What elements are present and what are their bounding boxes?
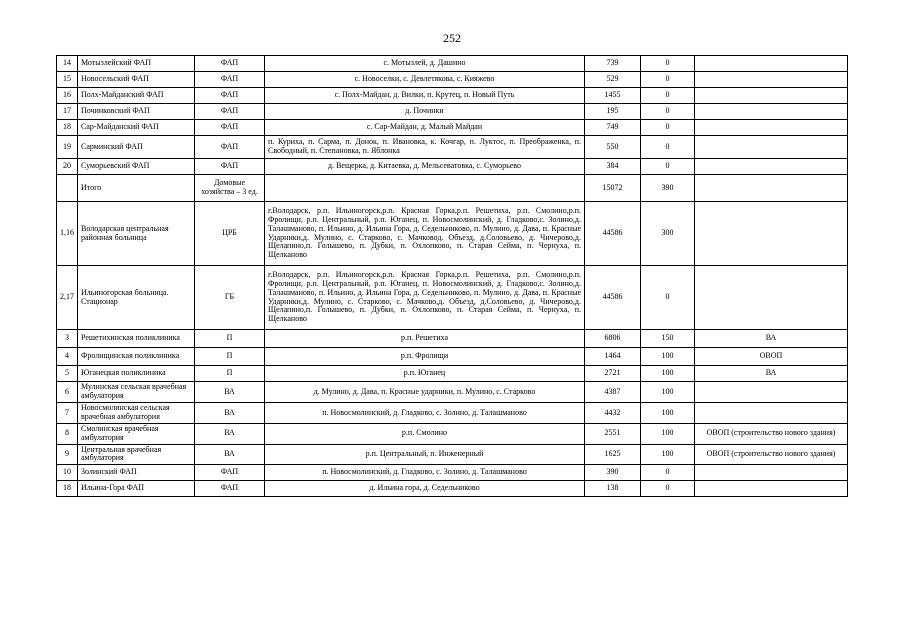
served-localities-cell: с. Сар-Майдан, д. Малый Майдан xyxy=(265,120,585,136)
population-cell: 44586 xyxy=(585,202,641,266)
facility-type-cell: Домовые хозяйства – 3 ед. xyxy=(195,175,265,202)
facility-name-cell: Суморьевский ФАП xyxy=(78,159,195,175)
count-value-cell: 0 xyxy=(641,159,695,175)
facility-name-cell: Володарская центральная районная больница xyxy=(78,202,195,266)
facility-name-cell: Итого xyxy=(78,175,195,202)
facility-type-cell: ФАП xyxy=(195,136,265,159)
count-value-cell: 0 xyxy=(641,120,695,136)
population-cell: 1464 xyxy=(585,348,641,366)
count-value-cell: 0 xyxy=(641,72,695,88)
facility-name-cell: Сар-Майданский ФАП xyxy=(78,120,195,136)
facility-name-cell: Фролищинская поликлиника xyxy=(78,348,195,366)
row-number-cell: 16 xyxy=(57,88,78,104)
facilities-table xyxy=(56,55,848,497)
note-cell xyxy=(695,382,848,403)
facility-name-cell: Ильина-Гора ФАП xyxy=(78,481,195,497)
row-number-cell: 14 xyxy=(57,56,78,72)
note-cell xyxy=(695,88,848,104)
table-row xyxy=(57,266,848,330)
note-cell: ОВОП (строительство нового здания) xyxy=(695,424,848,445)
count-value-cell: 0 xyxy=(641,136,695,159)
facility-type-cell: ГБ xyxy=(195,266,265,330)
count-value-cell: 100 xyxy=(641,382,695,403)
served-localities-cell: п. Новосмолинский, д. Гладково, с. Золино, д. Талашманово xyxy=(265,465,585,481)
population-cell: 1625 xyxy=(585,444,641,465)
note-cell xyxy=(695,175,848,202)
table-row xyxy=(57,403,848,424)
row-number-cell: 19 xyxy=(57,136,78,159)
note-cell xyxy=(695,56,848,72)
note-cell: ОВОП (строительство нового здания) xyxy=(695,444,848,465)
row-number-cell: 18 xyxy=(57,481,78,497)
note-cell xyxy=(695,104,848,120)
table-row xyxy=(57,88,848,104)
count-value-cell: 0 xyxy=(641,465,695,481)
note-cell xyxy=(695,202,848,266)
row-number-cell: 17 xyxy=(57,104,78,120)
row-number-cell: 2,17 xyxy=(57,266,78,330)
facility-type-cell: ФАП xyxy=(195,56,265,72)
row-number-cell: 5 xyxy=(57,366,78,382)
count-value-cell: 100 xyxy=(641,403,695,424)
table-row xyxy=(57,159,848,175)
facility-type-cell: ФАП xyxy=(195,465,265,481)
served-localities-cell: с. Мотызлей, д. Дашино xyxy=(265,56,585,72)
population-cell: 138 xyxy=(585,481,641,497)
facility-type-cell: П xyxy=(195,330,265,348)
population-cell: 4432 xyxy=(585,403,641,424)
row-number-cell xyxy=(57,175,78,202)
count-value-cell: 0 xyxy=(641,481,695,497)
facility-type-cell: ВА xyxy=(195,424,265,445)
served-localities-cell: р.п. Фролищи xyxy=(265,348,585,366)
population-cell: 739 xyxy=(585,56,641,72)
served-localities-cell: р.п. Смолино xyxy=(265,424,585,445)
row-number-cell: 10 xyxy=(57,465,78,481)
table-row xyxy=(57,465,848,481)
count-value-cell: 390 xyxy=(641,175,695,202)
facility-name-cell: Смолинская врачебная амбулатория xyxy=(78,424,195,445)
row-number-cell: 18 xyxy=(57,120,78,136)
population-cell: 44586 xyxy=(585,266,641,330)
table-row xyxy=(57,120,848,136)
served-localities-cell: д. Ильина гора, д. Седельниково xyxy=(265,481,585,497)
population-cell: 195 xyxy=(585,104,641,120)
count-value-cell: 0 xyxy=(641,266,695,330)
count-value-cell: 150 xyxy=(641,330,695,348)
served-localities-cell: п. Куриха, п. Сарма, п. Донок, п. Ивановка, к. Кочгар, п. Луктос, п. Преображенка, п. Свободный, п. Степановка, п. Яблонка xyxy=(265,136,585,159)
served-localities-cell xyxy=(265,175,585,202)
served-localities-cell: г.Володарск, р.п. Ильиногорск,р.п. Красная Горка,р.п. Решетиха, р.п. Смолино,р.п. Фролищи, р.п. Центральный, р.п. Юганец, п. Новосмолинский, д. Гладково,с. Золино,д. Талашманово, п. Ильино, д. Ильина Гора, д. Седельниково, п. Мулино, д. Дава, п. Красные Ударники,д. Мулино, с. Старково, с. Мачково,д. Объезд, д.Соловьево, д. Чичерово,д. Щелапино,п. Голышево, п. Дубки, п. Охлопково, п. Старая Сейма, п. Чернуха, п. Щелканово xyxy=(265,266,585,330)
population-cell: 2721 xyxy=(585,366,641,382)
row-number-cell: 3 xyxy=(57,330,78,348)
facility-name-cell: Золинский ФАП xyxy=(78,465,195,481)
count-value-cell: 100 xyxy=(641,366,695,382)
population-cell: 390 xyxy=(585,465,641,481)
count-value-cell: 100 xyxy=(641,424,695,445)
facility-name-cell: Новосельский ФАП xyxy=(78,72,195,88)
facility-name-cell: Мулинская сельская врачебная амбулатория xyxy=(78,382,195,403)
facility-name-cell: Сарминский ФАП xyxy=(78,136,195,159)
facility-type-cell: ВА xyxy=(195,444,265,465)
page-number: 252 xyxy=(443,31,461,45)
note-cell xyxy=(695,465,848,481)
facility-name-cell: Юганецкая поликлиника xyxy=(78,366,195,382)
row-number-cell: 1,16 xyxy=(57,202,78,266)
population-cell: 384 xyxy=(585,159,641,175)
table-row xyxy=(57,424,848,445)
facility-name-cell: Решетихинская поликлиника xyxy=(78,330,195,348)
table-row xyxy=(57,481,848,497)
served-localities-cell: р.п. Юганец xyxy=(265,366,585,382)
note-cell xyxy=(695,266,848,330)
table-row xyxy=(57,202,848,266)
facility-type-cell: ФАП xyxy=(195,72,265,88)
table-body xyxy=(57,56,848,497)
population-cell: 529 xyxy=(585,72,641,88)
row-number-cell: 8 xyxy=(57,424,78,445)
served-localities-cell: р.п. Решетиха xyxy=(265,330,585,348)
row-number-cell: 4 xyxy=(57,348,78,366)
served-localities-cell: д. Вещерка, д. Китаевка, д. Мельсеватовка, с. Суморьево xyxy=(265,159,585,175)
facility-type-cell: П xyxy=(195,348,265,366)
note-cell: ВА xyxy=(695,330,848,348)
table-row xyxy=(57,56,848,72)
table-row xyxy=(57,444,848,465)
row-number-cell: 7 xyxy=(57,403,78,424)
facility-type-cell: ВА xyxy=(195,403,265,424)
table-row xyxy=(57,366,848,382)
facility-type-cell: ФАП xyxy=(195,104,265,120)
count-value-cell: 0 xyxy=(641,104,695,120)
served-localities-cell: п. Новосмолинский, д. Гладково, с. Золино, д. Талашманово xyxy=(265,403,585,424)
population-cell: 550 xyxy=(585,136,641,159)
row-number-cell: 6 xyxy=(57,382,78,403)
facility-name-cell: Ильиногорская больница. Стационар xyxy=(78,266,195,330)
note-cell xyxy=(695,136,848,159)
facility-name-cell: Починковский ФАП xyxy=(78,104,195,120)
population-cell: 2551 xyxy=(585,424,641,445)
note-cell xyxy=(695,481,848,497)
served-localities-cell: д. Мулино, д. Дава, п. Красные ударники, п. Мулино, с. Старково xyxy=(265,382,585,403)
count-value-cell: 0 xyxy=(641,56,695,72)
count-value-cell: 100 xyxy=(641,348,695,366)
population-cell: 4387 xyxy=(585,382,641,403)
count-value-cell: 0 xyxy=(641,88,695,104)
note-cell: ВА xyxy=(695,366,848,382)
facility-type-cell: ФАП xyxy=(195,120,265,136)
population-cell: 15072 xyxy=(585,175,641,202)
count-value-cell: 300 xyxy=(641,202,695,266)
population-cell: 749 xyxy=(585,120,641,136)
served-localities-cell: д. Починки xyxy=(265,104,585,120)
note-cell xyxy=(695,72,848,88)
population-cell: 1455 xyxy=(585,88,641,104)
note-cell: ОВОП xyxy=(695,348,848,366)
table-row xyxy=(57,72,848,88)
row-number-cell: 20 xyxy=(57,159,78,175)
facility-name-cell: Полх-Майданский ФАП xyxy=(78,88,195,104)
count-value-cell: 100 xyxy=(641,444,695,465)
row-number-cell: 9 xyxy=(57,444,78,465)
facility-name-cell: Мотызлейский ФАП xyxy=(78,56,195,72)
table-row xyxy=(57,136,848,159)
row-number-cell: 15 xyxy=(57,72,78,88)
table-row xyxy=(57,104,848,120)
facility-name-cell: Центральная врачебная амбулатория xyxy=(78,444,195,465)
facility-name-cell: Новосмолинская сельская врачебная амбулатория xyxy=(78,403,195,424)
table-row xyxy=(57,382,848,403)
note-cell xyxy=(695,159,848,175)
served-localities-cell: с. Полх-Майдан, д. Вилки, п. Крутец, п. Новый Путь xyxy=(265,88,585,104)
facility-type-cell: ВА xyxy=(195,382,265,403)
served-localities-cell: с. Новоселки, с. Девлетякова, с. Кияжево xyxy=(265,72,585,88)
facility-type-cell: ФАП xyxy=(195,481,265,497)
table-row xyxy=(57,330,848,348)
facility-type-cell: П xyxy=(195,366,265,382)
served-localities-cell: р.п. Центральный, п. Инженерный xyxy=(265,444,585,465)
facility-type-cell: ФАП xyxy=(195,159,265,175)
note-cell xyxy=(695,120,848,136)
facility-type-cell: ЦРБ xyxy=(195,202,265,266)
note-cell xyxy=(695,403,848,424)
facility-type-cell: ФАП xyxy=(195,88,265,104)
served-localities-cell: г.Володарск, р.п. Ильиногорск,р.п. Красная Горка,р.п. Решетиха, р.п. Смолино,р.п. Фролищи, р.п. Центральный, р.п. Юганец, п. Новосмолинский, д. Гладково,с. Золино,д. Талашманово, п. Ильино, д. Ильина Гора, д. Седельниково, п. Мулино, д. Дава, п. Красные Ударники,д. Мулино, с. Старково, с. Мачковод. Объезд, д.Соловьево, д. Чичерово,д. Щелапино,п. Голышево, п. Дубки, п. Охлопково, п. Старая Сейма, п. Чернуха, п. Щелканово xyxy=(265,202,585,266)
population-cell: 6806 xyxy=(585,330,641,348)
table-row xyxy=(57,348,848,366)
table-row xyxy=(57,175,848,202)
